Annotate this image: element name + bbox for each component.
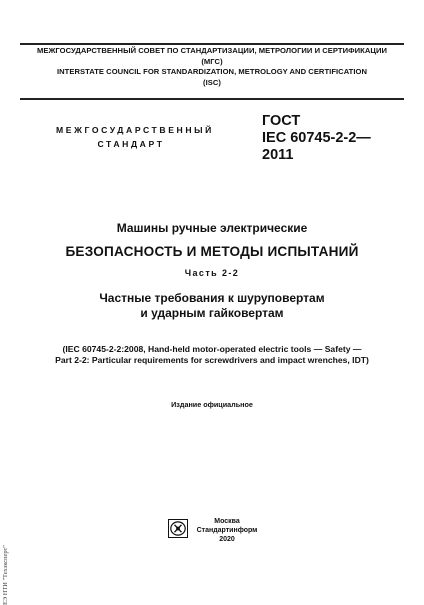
subtitle-line1: Частные требования к шуруповертам bbox=[99, 291, 325, 305]
council-ru-line2: (МГС) bbox=[201, 56, 223, 66]
subtitle-line2: и ударным гайковертам bbox=[140, 306, 284, 320]
council-en-line1: INTERSTATE COUNCIL FOR STANDARDIZATION, METROLOGY AND CERTIFICATION bbox=[56, 67, 368, 77]
publisher-city: Москва bbox=[214, 518, 240, 525]
publisher-name: Стандартинформ bbox=[196, 527, 258, 534]
council-en-line2: (ISC) bbox=[203, 77, 221, 87]
sidebar-note: ЕЭ НТИ "Техэксперт" bbox=[2, 545, 9, 605]
title-part: Часть 2-2 bbox=[184, 268, 240, 278]
standard-label-line2: СТАНДАРТ bbox=[97, 139, 165, 149]
bottom-rule bbox=[20, 98, 404, 100]
title-line1: Машины ручные электрические bbox=[116, 221, 308, 235]
publisher-block bbox=[192, 517, 262, 544]
gost-line2: IEC 60745-2-2— bbox=[262, 130, 371, 146]
gost-line1: ГОСТ bbox=[262, 113, 301, 129]
publisher-year: 2020 bbox=[219, 536, 235, 543]
council-block bbox=[20, 46, 404, 88]
iec-reference-line1: (IEC 60745-2-2:2008, Hand-held motor-operated electric tools — Safety — bbox=[62, 344, 362, 354]
standard-label-line1: МЕЖГОСУДАРСТВЕННЫЙ bbox=[56, 125, 214, 135]
subtitle bbox=[0, 291, 424, 321]
council-ru-line1: МЕЖГОСУДАРСТВЕННЫЙ СОВЕТ ПО СТАНДАРТИЗАЦИИ, МЕТРОЛОГИИ И СЕРТИФИКАЦИИ bbox=[36, 46, 387, 55]
iec-reference bbox=[0, 344, 424, 366]
iec-reference-line2: Part 2-2: Particular requirements for screwdrivers and impact wrenches, IDT) bbox=[55, 355, 369, 365]
gost-designation bbox=[262, 113, 371, 164]
title-line2: БЕЗОПАСНОСТЬ И МЕТОДЫ ИСПЫТАНИЙ bbox=[65, 244, 359, 259]
standard-label bbox=[56, 124, 214, 150]
gost-line3: 2011 bbox=[262, 147, 294, 163]
standartinform-logo-icon bbox=[168, 519, 188, 538]
edition-note: Издание официальное bbox=[171, 400, 253, 409]
top-rule bbox=[20, 43, 404, 45]
